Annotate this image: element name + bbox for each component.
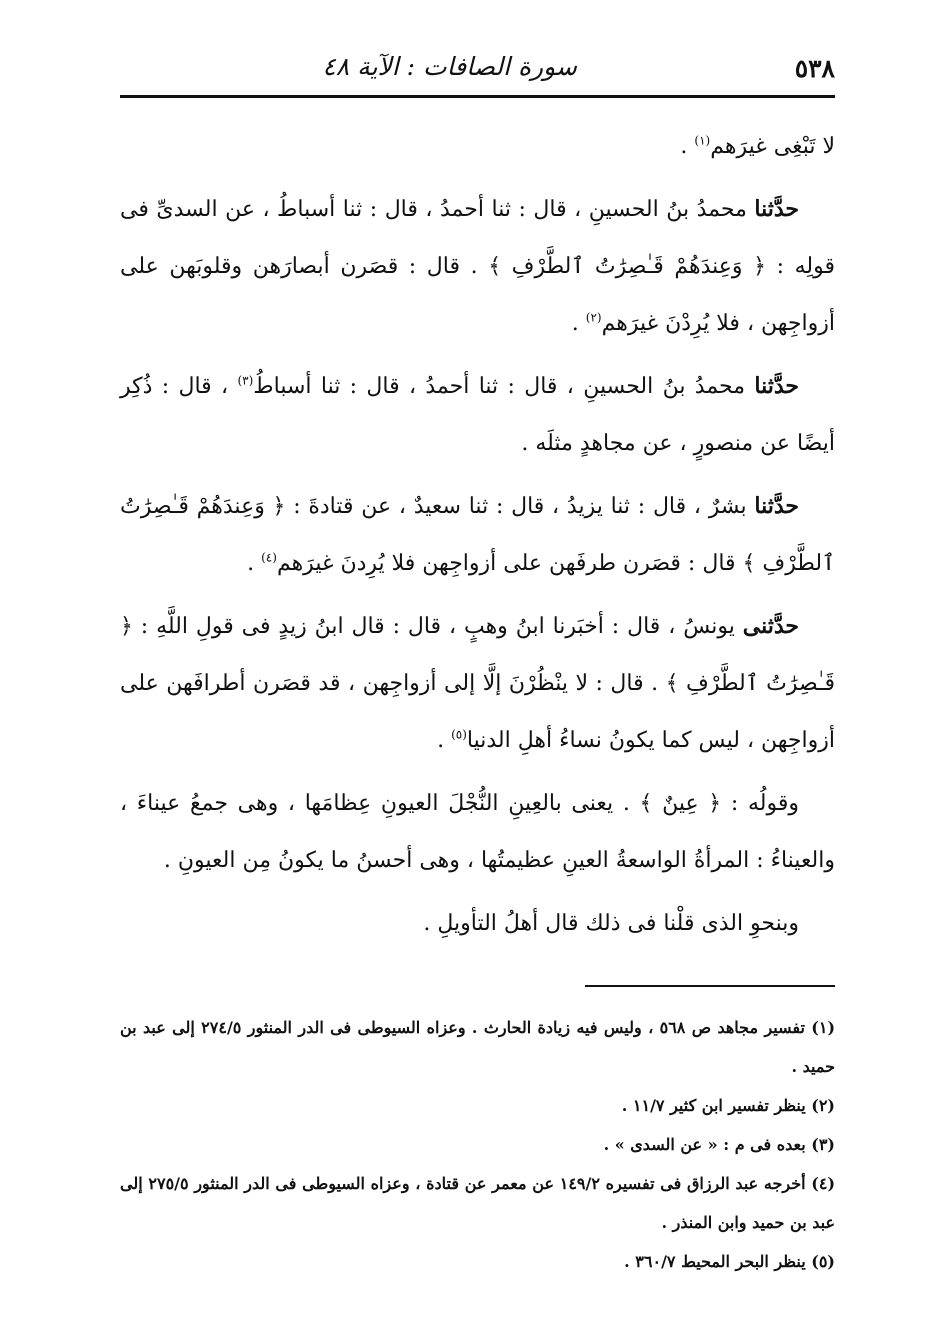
paragraph-lead: حدَّثنى — [742, 613, 799, 639]
page-header — [120, 44, 835, 94]
footnote-marker: (١) — [694, 133, 711, 148]
paragraph-text: وقولُه : ﴿ عِينٌ ﴾ . يعنى بالعِينِ النُّجْلَ العيونِ عِظامَها ، وهى جمعُ عيناءَ ، والعيناءُ : المرأةُ الواسعةُ العينِ عظيمتُها ، وهى أحسنُ ما يكونُ مِن العيونِ . — [120, 791, 835, 873]
paragraph-text: يونسُ ، قال : أخبَرنا ابنُ وهبٍ ، قال : قال ابنُ زيدٍ فى قولِ اللَّهِ : ﴿ قَـٰصِرَٰتُ ٱلطَّرْفِ ﴾ . قال : لا ينْظُرْنَ إلَّا إلى أزواجِهن ، قد قصَرن أطرافَهن على أزواجِهن ، ليس كما يكونُ نساءُ أهلِ الدنيا — [120, 614, 835, 753]
paragraph — [120, 598, 835, 769]
footnote-marker: (٣) — [237, 373, 254, 388]
paragraph — [120, 358, 835, 472]
paragraph-tail: . — [571, 311, 586, 336]
paragraph-tail: . — [247, 551, 262, 576]
paragraph-lead: حدَّثنا — [754, 493, 799, 519]
paragraph — [120, 895, 835, 952]
paragraph-tail: ، قال : ذُكِر أيضًا عن منصورٍ ، عن مجاهدٍ مثلَه . — [120, 374, 835, 456]
paragraph-text: بشرٌ ، قال : ثنا يزيدُ ، قال : ثنا سعيدٌ ، عن قتادةَ : ﴿ وَعِندَهُمْ قَـٰصِرَٰتُ ٱلطَّرْفِ ﴾ قال : قصَرن طرفَهن على أزواجِهن فلا يُرِدنَ غيرَهم — [120, 494, 835, 576]
paragraph — [120, 478, 835, 592]
footnotes — [120, 1008, 835, 1281]
paragraph-text: لا تَبْغِى غيرَهم — [710, 134, 835, 159]
body-text — [120, 118, 835, 958]
page-number: ٥٣٨ — [794, 54, 835, 83]
header-rule — [120, 95, 835, 98]
paragraph-text: محمدُ بنُ الحسينِ ، قال : ثنا أحمدُ ، قال : ثنا أسباطُ ، عن السدىِّ فى قولِه : ﴿ وَعِندَهُمْ قَـٰصِرَٰتُ ٱلطَّرْفِ ﴾ . قال : قصَرن أبصارَهن وقلوبَهن على أزواجِهن ، فلا يُرِدْنَ غيرَهم — [120, 197, 835, 336]
footnote: (٤) أخرجه عبد الرزاق فى تفسيره ١٤٩/٢ عن معمر عن قتادة ، وعزاه السيوطى فى الدر المنثور ٢٧٥/٥ إلى عبد بن حميد وابن المنذر . — [120, 1174, 836, 1232]
footnote: (٥) ينظر البحر المحيط ٣٦٠/٧ . — [624, 1252, 835, 1271]
paragraph-lead: حدَّثنا — [754, 196, 799, 222]
footnote-marker: (٥) — [451, 727, 467, 742]
running-title: سورة الصافات : الآية ٤٨ — [322, 52, 577, 81]
paragraph-lead: حدَّثنا — [754, 373, 799, 399]
footnote-rule — [585, 985, 835, 987]
paragraph-tail: . — [437, 728, 452, 753]
paragraph — [120, 181, 835, 352]
paragraph — [120, 775, 835, 889]
paragraph-text: وبنحوِ الذى قلْنا فى ذلك قال أهلُ التأويلِ . — [423, 911, 799, 936]
footnote: (٢) ينظر تفسير ابن كثير ١١/٧ . — [621, 1096, 835, 1115]
paragraph-tail: . — [680, 134, 695, 159]
footnote-marker: (٤) — [261, 550, 277, 565]
paragraph-text: محمدُ بنُ الحسينِ ، قال : ثنا أحمدُ ، قال : ثنا أسباطُ — [253, 374, 755, 399]
footnote: (٣) بعده فى م : « عن السدى » . — [603, 1135, 835, 1154]
footnote: (١) تفسير مجاهد ص ٥٦٨ ، وليس فيه زيادة الحارث . وعزاه السيوطى فى الدر المنثور ٢٧٤/٥ إلى عبد بن حميد . — [120, 1018, 836, 1076]
paragraph — [120, 118, 835, 175]
footnote-marker: (٢) — [585, 310, 602, 325]
